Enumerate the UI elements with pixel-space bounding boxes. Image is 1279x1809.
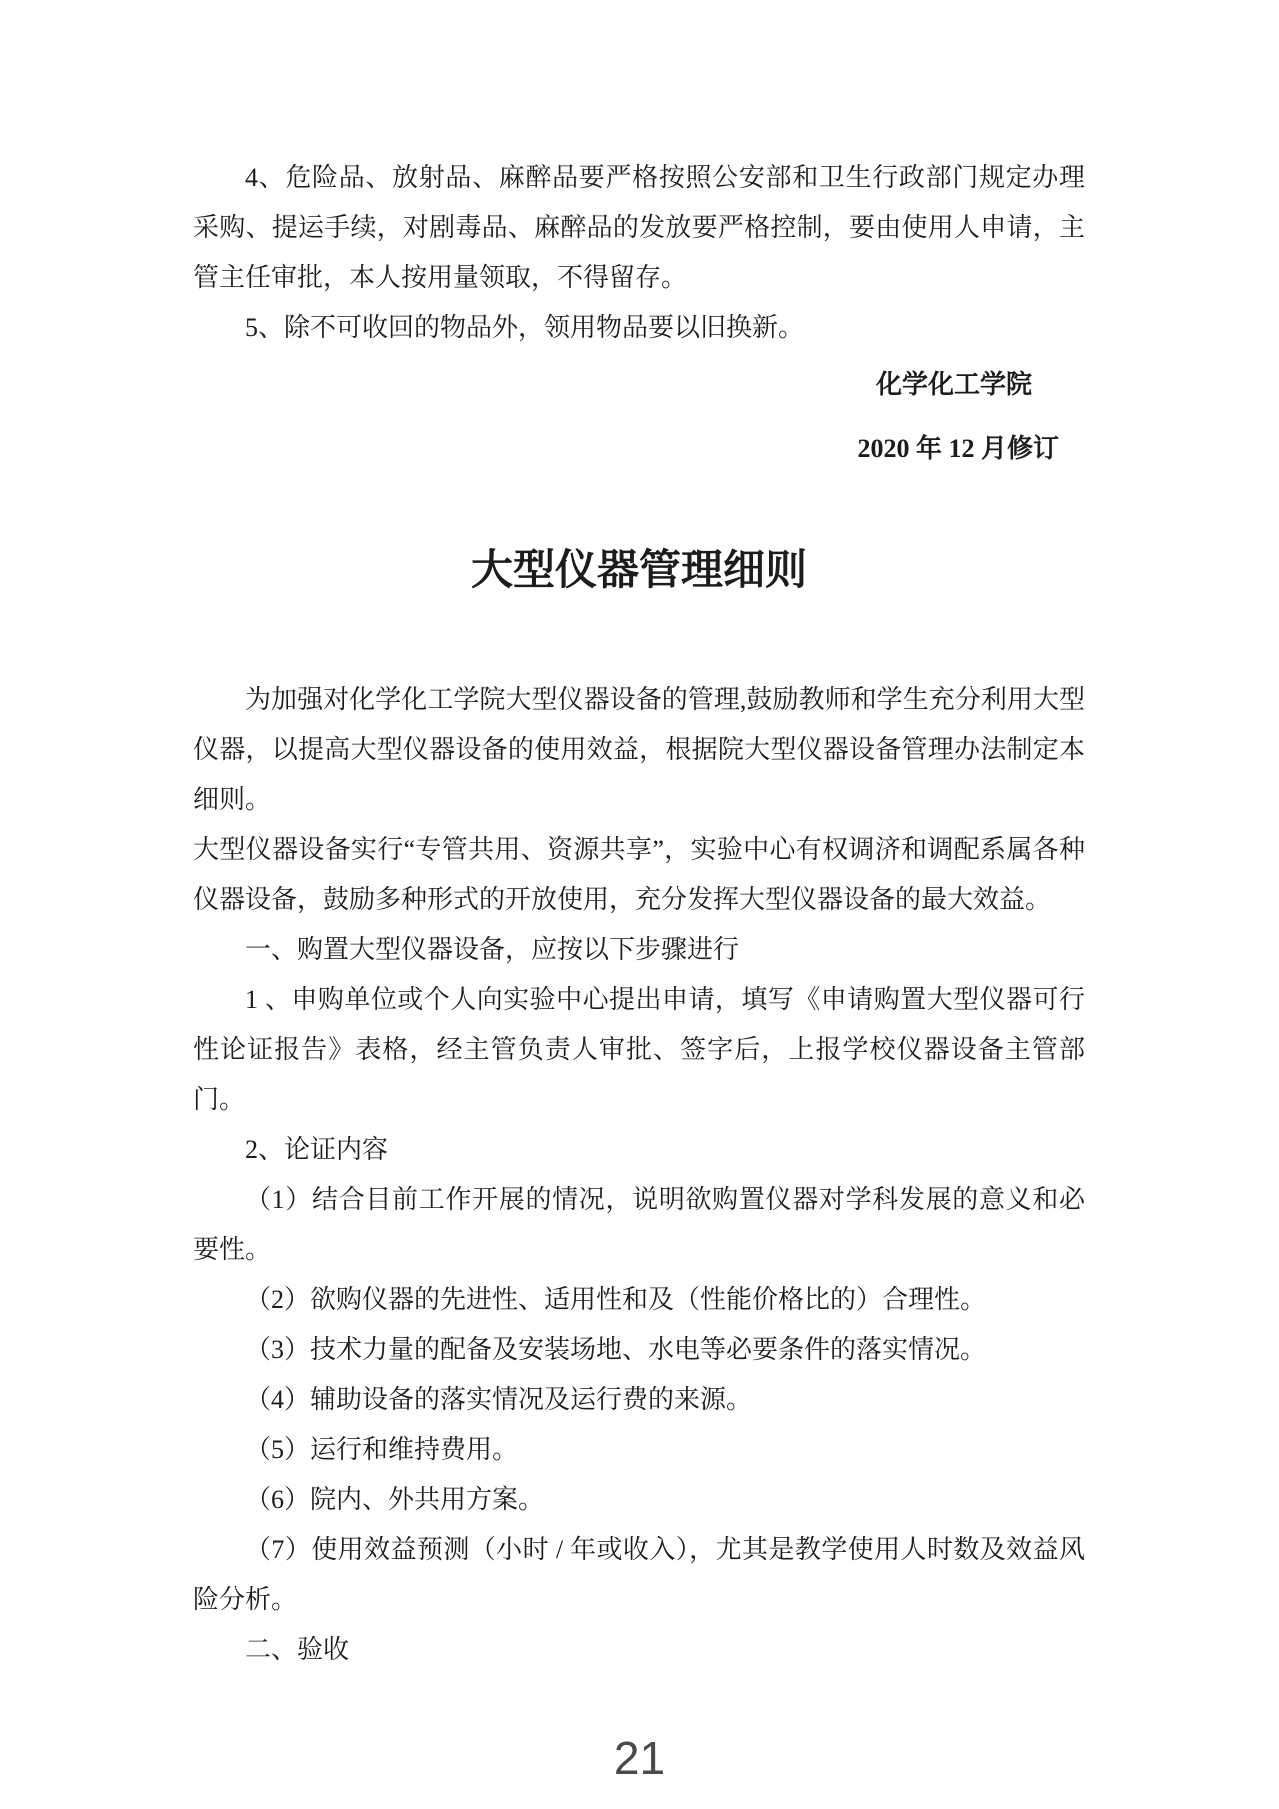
criterion-6: （6）院内、外共用方案。 xyxy=(245,1485,545,1514)
criterion-7: （7）使用效益预测（小时 / 年或收入），尤其是教学使用人时数及效益风险分析。 xyxy=(193,1535,1085,1614)
purchase-step-2: 2、论证内容 xyxy=(245,1135,389,1164)
signature-org: 化学化工学院 xyxy=(875,370,1032,399)
closing-item-5: 5、除不可收回的物品外，领用物品要以旧换新。 xyxy=(245,313,805,342)
criterion-5: （5）运行和维持费用。 xyxy=(245,1435,519,1464)
closing-item-4: 4、危险品、放射品、麻醉品要严格按照公安部和卫生行政部门规定办理采购、提运手续，对剧毒品、麻醉品的发放要严格控制，要由使用人申请，主管主任审批，本人按用量领取，不得留存。 xyxy=(193,163,1085,292)
criterion-3: （3）技术力量的配备及安装场地、水电等必要条件的落实情况。 xyxy=(245,1335,987,1364)
purchase-step-1: 1 、申购单位或个人向实验中心提出申请，填写《申请购置大型仪器可行性论证报告》表格，经主管负责人审批、签字后，上报学校仪器设备主管部门。 xyxy=(193,985,1085,1114)
document-body xyxy=(193,153,1085,1675)
criterion-4: （4）辅助设备的落实情况及运行费的来源。 xyxy=(245,1385,753,1414)
document-title: 大型仪器管理细则 xyxy=(470,548,807,594)
policy-paragraph: 大型仪器设备实行“专管共用、资源共享”，实验中心有权调济和调配系属各种仪器设备，鼓励多种形式的开放使用，充分发挥大型仪器设备的最大效益。 xyxy=(193,835,1085,914)
criterion-2: （2）欲购仪器的先进性、适用性和及（性能价格比的）合理性。 xyxy=(245,1285,987,1314)
intro-paragraph: 为加强对化学化工学院大型仪器设备的管理,鼓励教师和学生充分利用大型仪器，以提高大型仪器设备的使用效益，根据院大型仪器设备管理办法制定本细则。 xyxy=(193,685,1085,814)
criterion-1: （1）结合目前工作开展的情况，说明欲购置仪器对学科发展的意义和必要性。 xyxy=(193,1185,1085,1264)
signature-revision-date: 2020 年 12 月修订 xyxy=(857,434,1059,463)
section-2-heading: 二、验收 xyxy=(245,1635,350,1664)
page-number: 21 xyxy=(613,1732,666,1784)
section-1-heading: 一、购置大型仪器设备，应按以下步骤进行 xyxy=(245,935,740,964)
